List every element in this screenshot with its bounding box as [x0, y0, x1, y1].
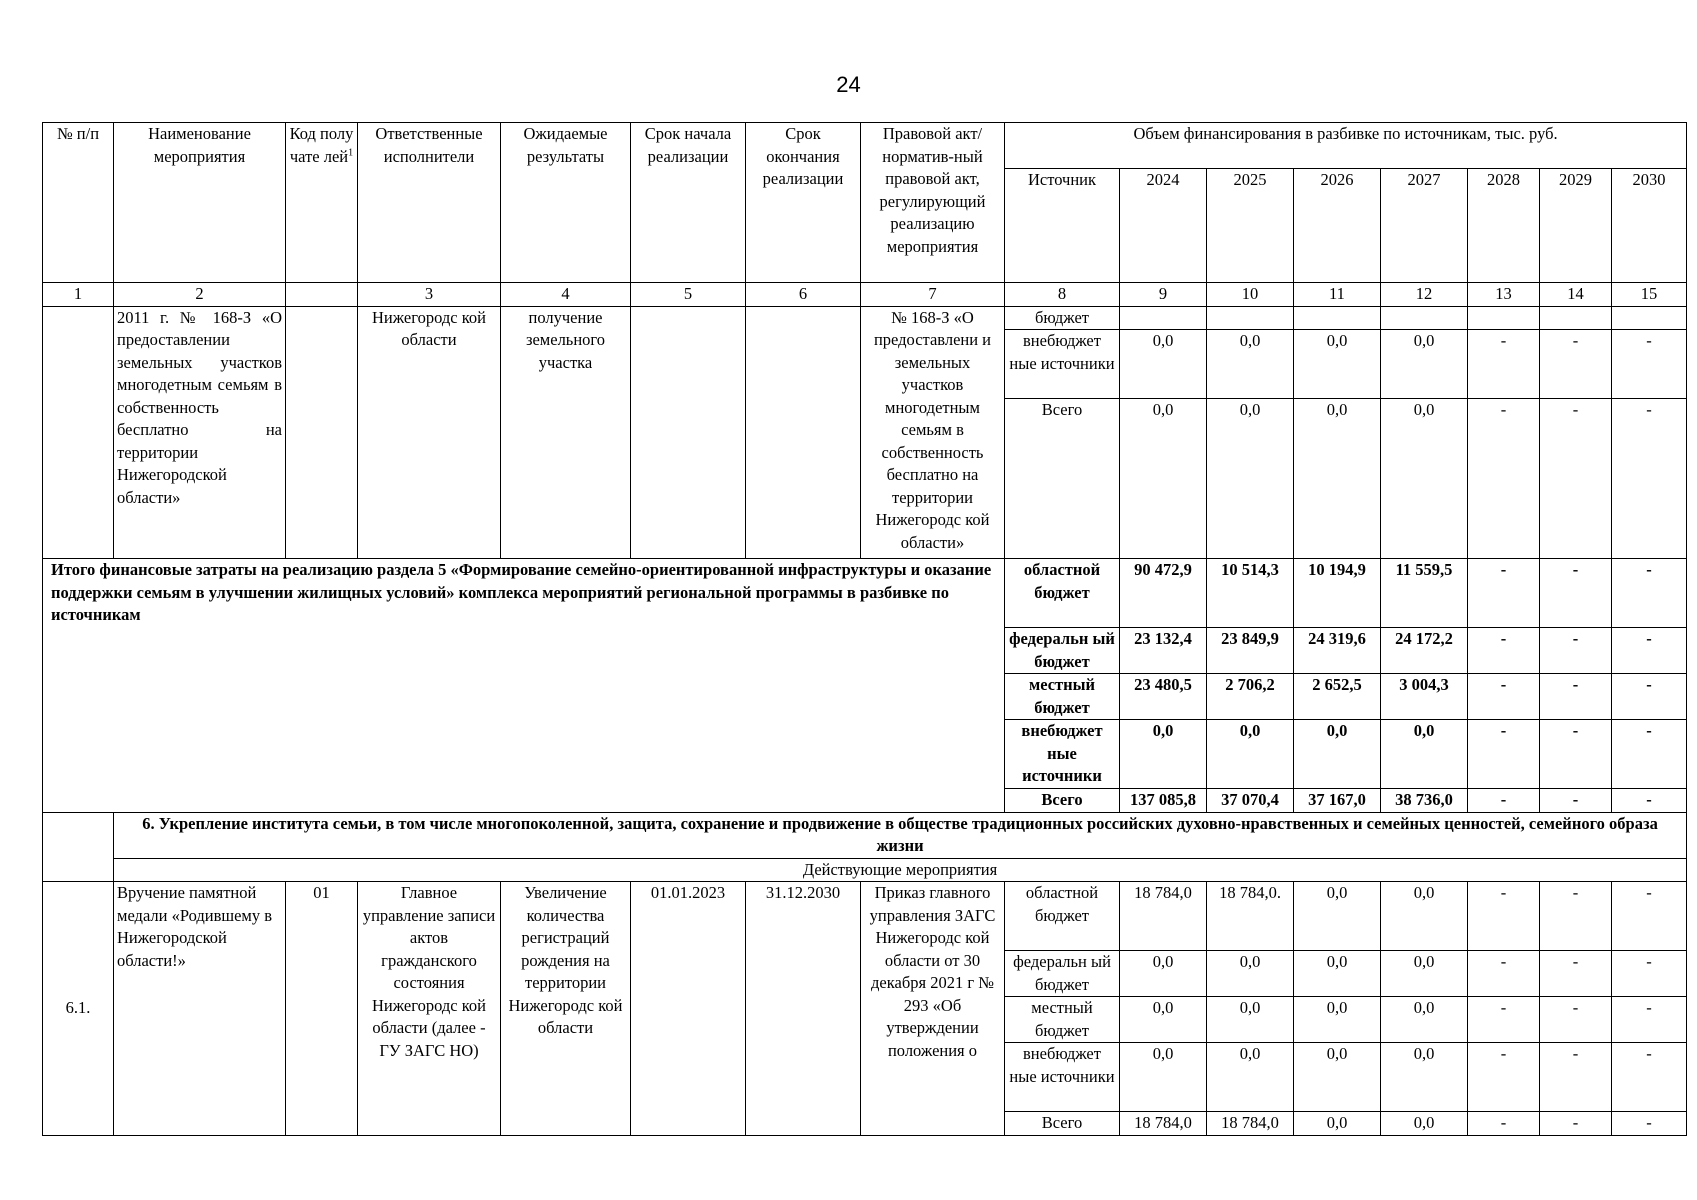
- section-subtitle: Действующие мероприятия: [114, 858, 1687, 882]
- source-label: внебюджет ные источники: [1005, 330, 1120, 399]
- value-cell: 24 172,2: [1381, 628, 1468, 674]
- cell-code: 01: [286, 882, 358, 1136]
- value-cell: 0,0: [1381, 997, 1468, 1043]
- value-cell: -: [1540, 882, 1612, 951]
- value-cell: 137 085,8: [1120, 789, 1207, 813]
- value-cell: -: [1612, 1043, 1687, 1112]
- value-cell: 0,0: [1294, 1112, 1381, 1136]
- header-name: Наименование мероприятия: [114, 123, 286, 283]
- value-cell: 0,0: [1207, 997, 1294, 1043]
- value-cell: 0,0: [1120, 1043, 1207, 1112]
- column-number: 12: [1381, 283, 1468, 307]
- column-number: 9: [1120, 283, 1207, 307]
- value-cell: 0,0: [1207, 720, 1294, 789]
- value-cell: -: [1468, 882, 1540, 951]
- cell-num: [43, 306, 114, 559]
- subsection-row: [43, 858, 1687, 882]
- source-label: местный бюджет: [1005, 997, 1120, 1043]
- value-cell: -: [1468, 559, 1540, 628]
- cell-num: 6.1.: [43, 882, 114, 1136]
- column-number: 4: [501, 283, 631, 307]
- cell-results: Увеличение количества регистраций рождения на территории Нижегородс кой области: [501, 882, 631, 1136]
- value-cell: -: [1612, 330, 1687, 399]
- column-number: 6: [746, 283, 861, 307]
- column-number: 14: [1540, 283, 1612, 307]
- value-cell: 0,0: [1381, 330, 1468, 399]
- value-cell: 0,0: [1120, 720, 1207, 789]
- value-cell: [1612, 306, 1687, 330]
- value-cell: 0,0: [1294, 720, 1381, 789]
- header-responsible: Ответственные исполнители: [358, 123, 501, 283]
- value-cell: -: [1468, 1112, 1540, 1136]
- value-cell: 0,0: [1381, 951, 1468, 997]
- source-label: федеральн ый бюджет: [1005, 628, 1120, 674]
- value-cell: 0,0: [1120, 997, 1207, 1043]
- value-cell: [1294, 306, 1381, 330]
- value-cell: -: [1468, 789, 1540, 813]
- value-cell: 0,0: [1381, 882, 1468, 951]
- header-source: Источник: [1005, 169, 1120, 283]
- value-cell: -: [1612, 559, 1687, 628]
- header-year: 2029: [1540, 169, 1612, 283]
- header-legal: Правовой акт/норматив-ный правовой акт, регулирующий реализацию мероприятия: [861, 123, 1005, 283]
- section-num-cell: [43, 858, 114, 882]
- column-number: 5: [631, 283, 746, 307]
- footnote-mark: 1: [348, 147, 354, 158]
- section-row: [43, 812, 1687, 858]
- cell-legal: № 168-З «О предоставлени и земельных участков многодетным семьям в собственность бесплатно на территории Нижегородс кой области»: [861, 306, 1005, 559]
- total-label: Итого финансовые затраты на реализацию раздела 5 «Формирование семейно-ориентированной инфраструктуры и оказание поддержки семьям в улучшении жилищных условий» комплекса мероприятий региональной программы в разбивке по источникам: [43, 559, 1005, 813]
- value-cell: 24 319,6: [1294, 628, 1381, 674]
- value-cell: -: [1468, 720, 1540, 789]
- value-cell: 11 559,5: [1381, 559, 1468, 628]
- value-cell: 0,0: [1294, 997, 1381, 1043]
- value-cell: -: [1540, 951, 1612, 997]
- column-number: 1: [43, 283, 114, 307]
- source-label: внебюджет ные источники: [1005, 720, 1120, 789]
- value-cell: -: [1540, 1043, 1612, 1112]
- value-cell: -: [1468, 330, 1540, 399]
- value-cell: 0,0: [1120, 399, 1207, 559]
- column-number: 10: [1207, 283, 1294, 307]
- value-cell: 10 194,9: [1294, 559, 1381, 628]
- header-year: 2028: [1468, 169, 1540, 283]
- value-cell: -: [1612, 882, 1687, 951]
- header-code: Код полу чате лей$^1$: [286, 123, 358, 283]
- value-cell: 0,0: [1294, 951, 1381, 997]
- cell-end: 31.12.2030: [746, 882, 861, 1136]
- value-cell: -: [1468, 951, 1540, 997]
- value-cell: 0,0: [1294, 330, 1381, 399]
- value-cell: 2 706,2: [1207, 674, 1294, 720]
- cell-code: [286, 306, 358, 559]
- source-label: Всего: [1005, 789, 1120, 813]
- value-cell: 0,0: [1207, 951, 1294, 997]
- value-cell: 0,0: [1381, 1112, 1468, 1136]
- column-number: 3: [358, 283, 501, 307]
- value-cell: -: [1540, 1112, 1612, 1136]
- value-cell: 0,0: [1294, 882, 1381, 951]
- header-year: 2030: [1612, 169, 1687, 283]
- header-funding: Объем финансирования в разбивке по источникам, тыс. руб.: [1005, 123, 1687, 169]
- value-cell: 18 784,0: [1207, 1112, 1294, 1136]
- section-title: 6. Укрепление института семьи, в том числе многопоколенной, защита, сохранение и продвижение в обществе традиционных российских духовно-нравственных и семейных ценностей, семейного образа жизни: [114, 812, 1687, 858]
- value-cell: -: [1612, 997, 1687, 1043]
- value-cell: 23 849,9: [1207, 628, 1294, 674]
- source-label: Всего: [1005, 1112, 1120, 1136]
- value-cell: 18 784,0: [1120, 1112, 1207, 1136]
- column-number: 8: [1005, 283, 1120, 307]
- value-cell: -: [1612, 789, 1687, 813]
- value-cell: -: [1540, 330, 1612, 399]
- header-end: Срок окончания реализации: [746, 123, 861, 283]
- source-label: областной бюджет: [1005, 882, 1120, 951]
- cell-start: 01.01.2023: [631, 882, 746, 1136]
- header-year: 2027: [1381, 169, 1468, 283]
- value-cell: [1207, 306, 1294, 330]
- value-cell: -: [1468, 1043, 1540, 1112]
- source-label: бюджет: [1005, 306, 1120, 330]
- column-number: 11: [1294, 283, 1381, 307]
- column-number: 7: [861, 283, 1005, 307]
- value-cell: -: [1540, 720, 1612, 789]
- value-cell: -: [1540, 674, 1612, 720]
- value-cell: 90 472,9: [1120, 559, 1207, 628]
- source-label: федеральн ый бюджет: [1005, 951, 1120, 997]
- value-cell: 0,0: [1294, 399, 1381, 559]
- header-year: 2025: [1207, 169, 1294, 283]
- value-cell: 0,0: [1381, 720, 1468, 789]
- value-cell: 0,0: [1207, 1043, 1294, 1112]
- header-num: № п/п: [43, 123, 114, 283]
- value-cell: -: [1612, 951, 1687, 997]
- page-number: 24: [836, 72, 861, 97]
- section-num-cell: [43, 812, 114, 858]
- value-cell: 38 736,0: [1381, 789, 1468, 813]
- value-cell: 2 652,5: [1294, 674, 1381, 720]
- value-cell: 0,0: [1381, 1043, 1468, 1112]
- value-cell: 18 784,0: [1120, 882, 1207, 951]
- header-year: 2024: [1120, 169, 1207, 283]
- value-cell: 37 070,4: [1207, 789, 1294, 813]
- value-cell: -: [1540, 399, 1612, 559]
- column-number: 13: [1468, 283, 1540, 307]
- funding-table: [42, 122, 1687, 1136]
- cell-responsible: Нижегородс кой области: [358, 306, 501, 559]
- value-cell: -: [1540, 789, 1612, 813]
- cell-end: [746, 306, 861, 559]
- header-row-1: [43, 123, 1687, 169]
- value-cell: -: [1468, 628, 1540, 674]
- value-cell: 0,0: [1207, 399, 1294, 559]
- table-row: [43, 306, 1687, 330]
- column-numbers-row: [43, 283, 1687, 307]
- cell-legal: Приказ главного управления ЗАГС Нижегородс кой области от 30 декабря 2021 г № 293 «Об утверждении положения о: [861, 882, 1005, 1136]
- value-cell: -: [1468, 674, 1540, 720]
- value-cell: -: [1612, 720, 1687, 789]
- cell-start: [631, 306, 746, 559]
- value-cell: 10 514,3: [1207, 559, 1294, 628]
- source-label: внебюджет ные источники: [1005, 1043, 1120, 1112]
- value-cell: 18 784,0.: [1207, 882, 1294, 951]
- cell-name: 2011 г. № 168-З «О предоставлении земельных участков многодетным семьям в собственность бесплатно на территории Нижегородской области»: [114, 306, 286, 559]
- column-number: [286, 283, 358, 307]
- source-label: областной бюджет: [1005, 559, 1120, 628]
- value-cell: [1120, 306, 1207, 330]
- cell-name: Вручение памятной медали «Родившему в Нижегородской области!»: [114, 882, 286, 1136]
- value-cell: -: [1612, 1112, 1687, 1136]
- total-row: [43, 559, 1687, 628]
- header-start: Срок начала реализации: [631, 123, 746, 283]
- header-results: Ожидаемые результаты: [501, 123, 631, 283]
- value-cell: -: [1612, 628, 1687, 674]
- value-cell: [1540, 306, 1612, 330]
- cell-results: получение земельного участка: [501, 306, 631, 559]
- value-cell: 0,0: [1207, 330, 1294, 399]
- value-cell: 0,0: [1381, 399, 1468, 559]
- value-cell: [1468, 306, 1540, 330]
- value-cell: 23 480,5: [1120, 674, 1207, 720]
- value-cell: 3 004,3: [1381, 674, 1468, 720]
- value-cell: -: [1612, 399, 1687, 559]
- header-year: 2026: [1294, 169, 1381, 283]
- cell-responsible: Главное управление записи актов гражданского состояния Нижегородс кой области (далее - ГУ ЗАГС НО): [358, 882, 501, 1136]
- value-cell: -: [1612, 674, 1687, 720]
- value-cell: 0,0: [1120, 330, 1207, 399]
- value-cell: [1381, 306, 1468, 330]
- source-label: Всего: [1005, 399, 1120, 559]
- value-cell: -: [1540, 559, 1612, 628]
- column-number: 2: [114, 283, 286, 307]
- column-number: 15: [1612, 283, 1687, 307]
- table-row: [43, 882, 1687, 951]
- value-cell: 37 167,0: [1294, 789, 1381, 813]
- value-cell: -: [1468, 997, 1540, 1043]
- value-cell: 0,0: [1120, 951, 1207, 997]
- value-cell: 0,0: [1294, 1043, 1381, 1112]
- value-cell: 23 132,4: [1120, 628, 1207, 674]
- value-cell: -: [1540, 628, 1612, 674]
- value-cell: -: [1468, 399, 1540, 559]
- value-cell: -: [1540, 997, 1612, 1043]
- source-label: местный бюджет: [1005, 674, 1120, 720]
